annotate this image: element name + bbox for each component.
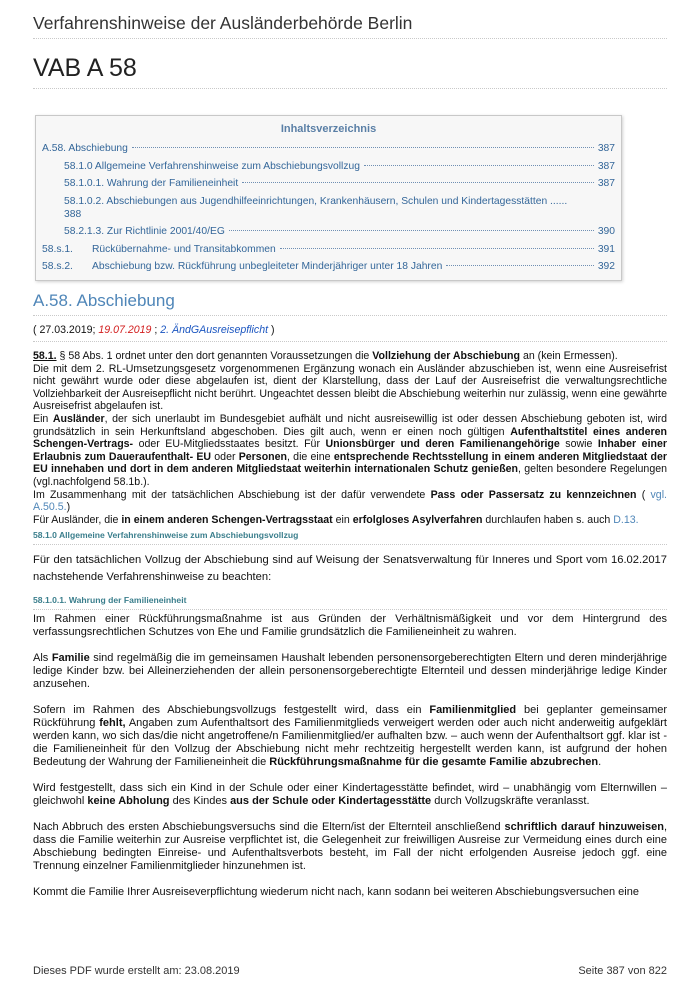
paragraph: Sofern im Rahmen des Abschiebungsvollzugs festgestellt wird, dass ein Familienmitglied bei geplanter gemeinsamer Rückführung fehlt, Angaben zum Aufenthaltsort des Familienmitglieds verweigert werden oder auch nicht anderweitig aufgeklärt werden kann, wo sich das/die nicht angetroffene/n Familienmitglied/er aufhalten bzw. – auch wenn der Aufenthaltsort ggf. klar ist - die Familieneinheit für den Vollzug der Abschiebung nicht mehr rechtzeitig hergestellt werden kann, ist aufgrund der hohen Bedeutung der Wahrung der Familieneinheit die Rückführungsmaßnahme für die gesamte Familie abzubrechen. xyxy=(33,703,668,768)
paragraph-number: 58.1. xyxy=(33,350,57,362)
footer-page-number: Seite 387 von 822 xyxy=(578,965,667,977)
revision-date-highlight: 19.07.2019 xyxy=(98,324,152,336)
table-of-contents xyxy=(35,115,622,281)
paragraph: Wird festgestellt, dass sich ein Kind in der Schule oder einer Kindertagesstätte befindet, wird – unabhängig vom Elternwillen – gleichwohl keine Abholung des Kindes aus der Schule oder Kindertagesstätte durch Vollzugskräfte veranlasst. xyxy=(33,781,667,807)
toc-item-page: 390 xyxy=(597,226,615,237)
toc-item-page: 387 xyxy=(597,178,615,189)
toc-item-label: 58.2.1.3. Zur Richtlinie 2001/40/EG xyxy=(64,226,225,237)
toc-leader xyxy=(280,248,594,249)
toc-item-label: A.58. Abschiebung xyxy=(42,143,128,154)
paragraph: Im Rahmen einer Rückführungsmaßnahme ist aus Gründen der Verhältnismäßigkeit und vor dem Hintergrund des verfassungsrechtlichen Schutzes von Ehe und Familie grundsätzlich die Familieneinheit zu wahren. xyxy=(33,612,667,638)
amendment-link[interactable]: 2. ÄndGAusreisepflicht xyxy=(160,324,269,336)
toc-leader xyxy=(446,265,594,266)
paragraph-auslaender: Ein Ausländer, der sich unerlaubt im Bundesgebiet aufhält und nicht ausreisewillig ist oder dessen Abschiebung geboten ist, wird grundsätzlich in sein Herkunftsland abgeschoben. Dies gilt auch, wenn er einen noch gültigen Aufenthaltstitel eines anderen Schengen-Vertrags- oder EU-Mitgliedsstaates besitzt. Für Unionsbürger und deren Familienangehörige sowie Inhaber einer Erlaubnis zum Daueraufenthalt- EU oder Personen, die eine entsprechende Rechtsstellung in einem anderen Mitgliedstaat der EU innehaben und dort in dem anderen Mitgliedstaat weiterhin internationalen Schutz genießen, gelten besondere Regelungen (vgl.nachfolgend 58.1b.). xyxy=(33,412,668,488)
paragraph-schengen: Für Ausländer, die in einem anderen Schengen-Vertragsstaat ein erfolgloses Asylverfahren durchlaufen haben s. auch D.13. xyxy=(33,513,639,526)
toc-leader xyxy=(132,147,594,148)
footer-created-date: Dieses PDF wurde erstellt am: 23.08.2019 xyxy=(33,965,240,977)
toc-item-page: 388 xyxy=(64,208,82,220)
toc-item-number: 58.s.1. xyxy=(42,243,73,255)
toc-item-page: 387 xyxy=(597,160,615,172)
toc-item[interactable] xyxy=(42,260,615,273)
toc-item[interactable] xyxy=(42,243,615,256)
section-body xyxy=(33,350,667,526)
divider xyxy=(33,341,667,342)
section-title: A.58. Abschiebung xyxy=(33,291,667,316)
document-title: VAB A 58 xyxy=(33,53,667,89)
reference-link[interactable]: vgl. A.50.5. xyxy=(33,488,667,514)
toc-item-page: 392 xyxy=(597,261,615,272)
paragraph: Nach Abbruch des ersten Abschiebungsversuchs sind die Eltern/ist der Elternteil anschließend schriftlich darauf hinzuweisen, dass die Familie weiterhin zur Ausreise verpflichtet ist, die Gelegenheit zur freiwilligen Ausreise zur Vermeidung eines durch eine Abschiebung bedingten Einreise- und Aufenthaltsverbots besteht, im Fall der nicht erfolgenden Ausreise jedoch ggf. eine Trennung einzelner Familienmitglieder hinzunehmen ist. xyxy=(33,820,667,872)
toc-leader xyxy=(242,182,594,183)
toc-item-label: 58.1.0.1. Wahrung der Familieneinheit xyxy=(64,178,239,189)
toc-item-number: 58.s.2. xyxy=(42,261,73,272)
subsection-title-58-1-0-1: 58.1.0.1. Wahrung der Familieneinheit xyxy=(33,595,667,610)
toc-item-page: 387 xyxy=(597,143,615,154)
page-footer xyxy=(33,965,667,977)
subsection-lead: Für den tatsächlichen Vollzug der Abschiebung sind auf Weisung der Senatsverwaltung für Inneres und Sport vom 16.02.2017 nachstehende Verfahrenshinweise zu beachten: xyxy=(33,554,667,583)
paragraph-rl-umsetzung: Die mit dem 2. RL-Umsetzungsgesetz vorgenommenen Ergänzung wonach ein Ausländer abzuschieben ist, wenn eine Ausreisefrist nicht gewährt wurde oder diese abgelaufen ist, dient der Klarstellung, dass der Lauf der Ausreisefrist die verwaltungsrechtliche Vollziehbarkeit der Ausreisepflicht nicht berührt. Ungeachtet dessen bleibt die Abschiebung weiterhin nur zulässig, wenn eine gewährte Ausreisefrist abgelaufen ist. xyxy=(33,362,667,413)
toc-item[interactable] xyxy=(42,195,615,221)
toc-item[interactable] xyxy=(42,177,615,190)
toc-leader xyxy=(364,165,594,166)
toc-heading: Inhaltsverzeichnis xyxy=(280,123,377,135)
toc-item[interactable] xyxy=(42,225,615,238)
document-page xyxy=(33,0,667,912)
subsection-title-58-1-0: 58.1.0 Allgemeine Verfahrenshinweise zum Abschiebungsvollzug xyxy=(33,530,667,545)
toc-item-label: 58.1.0 Allgemeine Verfahrenshinweise zum Abschiebungsvollzug xyxy=(64,160,360,172)
toc-item-label: Rückübernahme- und Transitabkommen xyxy=(92,243,276,255)
paragraph-58-1: 58.1. § 58 Abs. 1 ordnet unter den dort genannten Voraussetzungen die Vollziehung der Abschiebung an (kein Ermessen). xyxy=(33,350,618,362)
toc-leader: ...... xyxy=(550,195,568,207)
toc-item-label: Abschiebung bzw. Rückführung unbegleiteter Minderjähriger unter 18 Jahren xyxy=(92,261,443,272)
paragraph: Kommt die Familie Ihrer Ausreiseverpflichtung wiederum nicht nach, kann sodann bei weiteren Abschiebungsversuchen eine xyxy=(33,885,639,898)
paragraph-pass: Im Zusammenhang mit der tatsächlichen Abschiebung ist der dafür verwendete Pass oder Passersatz zu kennzeichnen ( vgl. A.50.5.) xyxy=(33,488,667,514)
toc-leader xyxy=(229,230,594,231)
toc-item-page: 391 xyxy=(597,243,615,255)
paragraph: Als Familie sind regelmäßig die im gemeinsamen Haushalt lebenden personensorgeberechtigten Eltern und deren minderjährige ledige Kinder bzw. bei Alleinerziehenden der allein personensorgeberechtigte Elternteil und dessen minderjährige ledige Kinder anzusehen. xyxy=(33,651,668,690)
toc-item-label: 58.1.0.2. Abschiebungen aus Jugendhilfeeinrichtungen, Krankenhäusern, Schulen und Kindertagesstätten xyxy=(64,195,548,207)
reference-link[interactable]: D.13. xyxy=(613,513,639,526)
document-header: Verfahrenshinweise der Ausländerbehörde Berlin xyxy=(33,12,667,39)
revision-dates: ( 27.03.2019; 19.07.2019 ; 2. ÄndGAusreisepflicht ) xyxy=(33,324,275,336)
subsection-body xyxy=(33,613,667,899)
toc-item[interactable] xyxy=(42,160,615,173)
toc-item[interactable] xyxy=(42,142,615,155)
